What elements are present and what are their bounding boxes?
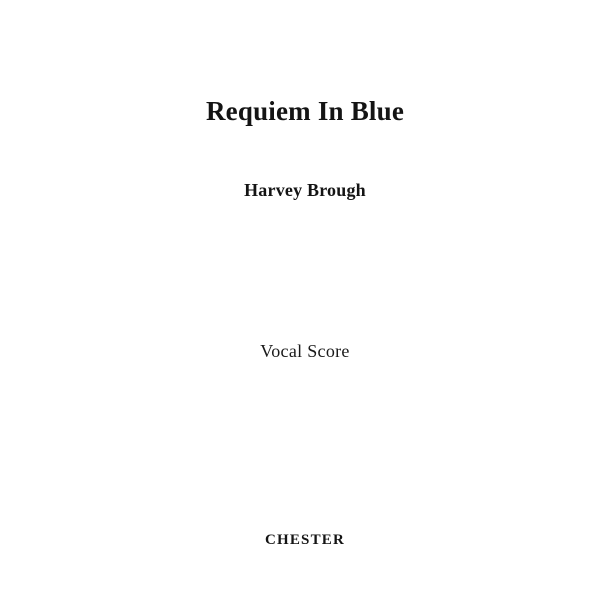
score-type-label: Vocal Score	[260, 341, 350, 361]
composer-name: Harvey Brough	[244, 180, 366, 200]
page-title: Requiem In Blue	[205, 96, 405, 126]
publisher-name: CHESTER	[264, 532, 346, 548]
